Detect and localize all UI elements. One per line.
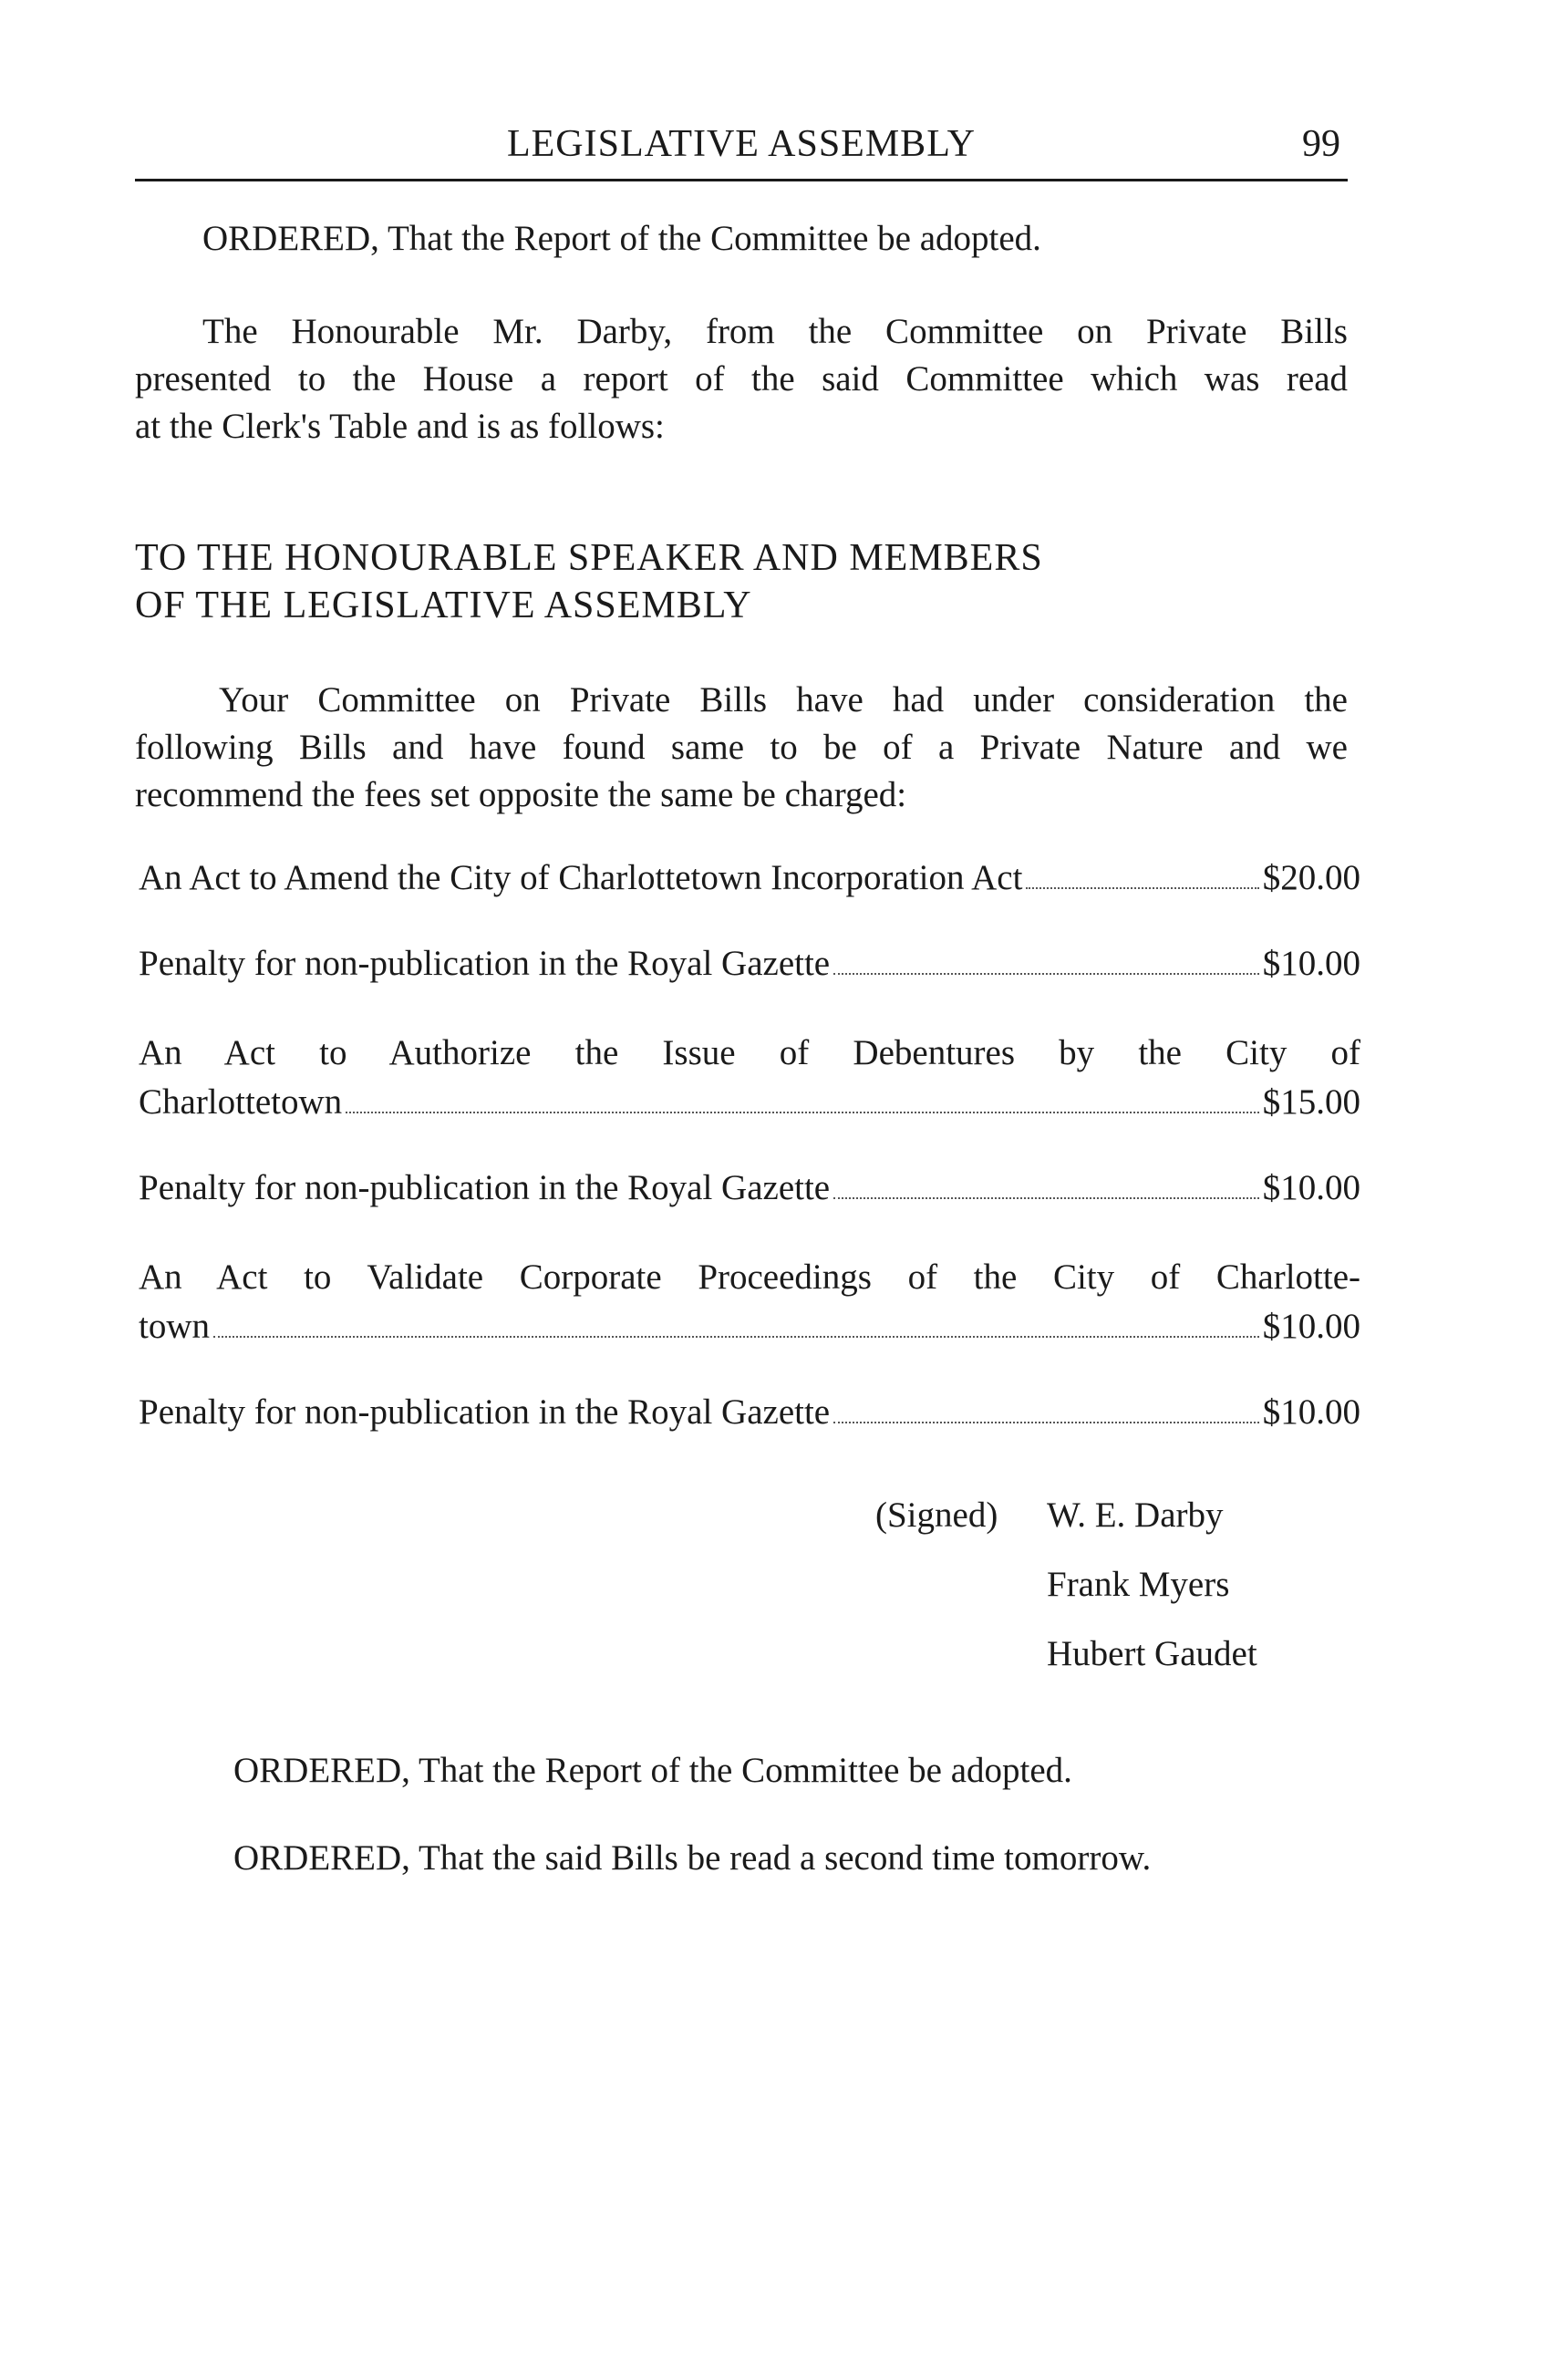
address-heading [135, 534, 1348, 629]
intro-line-2: presented to the House a report of the said Committee which was read [135, 359, 1348, 398]
ordered-second-reading: ORDERED, That the said Bills be read a second time tomorrow. [233, 1838, 1152, 1878]
fee-label: Charlottetown [139, 1082, 343, 1122]
ordered-report-adopted-1: ORDERED, That the Report of the Committee be adopted. [202, 219, 1041, 258]
fee-entry [139, 1253, 1360, 1351]
signed-label: (Signed) [875, 1495, 998, 1535]
fee-amount: $10.00 [1262, 1307, 1360, 1346]
committee-paragraph [135, 677, 1348, 819]
committee-line-3: recommend the fees set opposite the same be charged: [135, 775, 907, 814]
dot-leader [833, 1422, 1259, 1423]
fee-label-line-1: An Act to Validate Corporate Proceedings of the City of Charlotte- [139, 1257, 1360, 1297]
dot-leader [833, 1197, 1259, 1199]
fee-amount: $10.00 [1262, 1392, 1360, 1432]
page-header [135, 117, 1348, 181]
signatory-name: Frank Myers [1047, 1565, 1230, 1604]
fee-label: Penalty for non-publication in the Royal Gazette [139, 1392, 831, 1432]
ordered-report-adopted-2: ORDERED, That the Report of the Committee be adopted. [233, 1751, 1072, 1790]
running-title: LEGISLATIVE ASSEMBLY [507, 123, 976, 165]
committee-line-1: Your Committee on Private Bills have had under consideration the [219, 680, 1348, 719]
dot-leader [833, 973, 1259, 975]
fee-amount: $10.00 [1262, 944, 1360, 983]
dot-leader [213, 1336, 1259, 1338]
fee-entry [139, 854, 1360, 903]
fee-label: Penalty for non-publication in the Royal Gazette [139, 944, 831, 983]
fee-entry [139, 939, 1360, 988]
fee-amount: $10.00 [1262, 1168, 1360, 1207]
signatory-name: W. E. Darby [1047, 1495, 1224, 1535]
dot-leader [1026, 887, 1258, 889]
fee-label-line-1: An Act to Authorize the Issue of Debentures by the City of [139, 1033, 1360, 1072]
fee-label: Penalty for non-publication in the Royal Gazette [139, 1168, 831, 1207]
dot-leader [346, 1112, 1259, 1113]
page-number: 99 [1302, 123, 1340, 165]
intro-paragraph [135, 308, 1348, 450]
fee-amount: $15.00 [1262, 1082, 1360, 1122]
signatory-name: Hubert Gaudet [1047, 1634, 1257, 1673]
signature-block [875, 1481, 1257, 1673]
address-heading-line-2: OF THE LEGISLATIVE ASSEMBLY [135, 585, 752, 626]
fee-entry [139, 1388, 1360, 1437]
signatory-list [1047, 1481, 1257, 1689]
fee-amount: $20.00 [1262, 858, 1360, 897]
intro-line-1: The Honourable Mr. Darby, from the Committee on Private Bills [202, 312, 1348, 351]
intro-line-3: at the Clerk's Table and is as follows: [135, 407, 665, 446]
committee-line-2: following Bills and have found same to be of a Private Nature and we [135, 728, 1348, 767]
fee-label: An Act to Amend the City of Charlottetown Incorporation Act [139, 858, 1023, 897]
fee-entry [139, 1164, 1360, 1213]
fee-entry [139, 1029, 1360, 1127]
address-heading-line-1: TO THE HONOURABLE SPEAKER AND MEMBERS [135, 537, 1043, 579]
fee-label: town [139, 1307, 210, 1346]
